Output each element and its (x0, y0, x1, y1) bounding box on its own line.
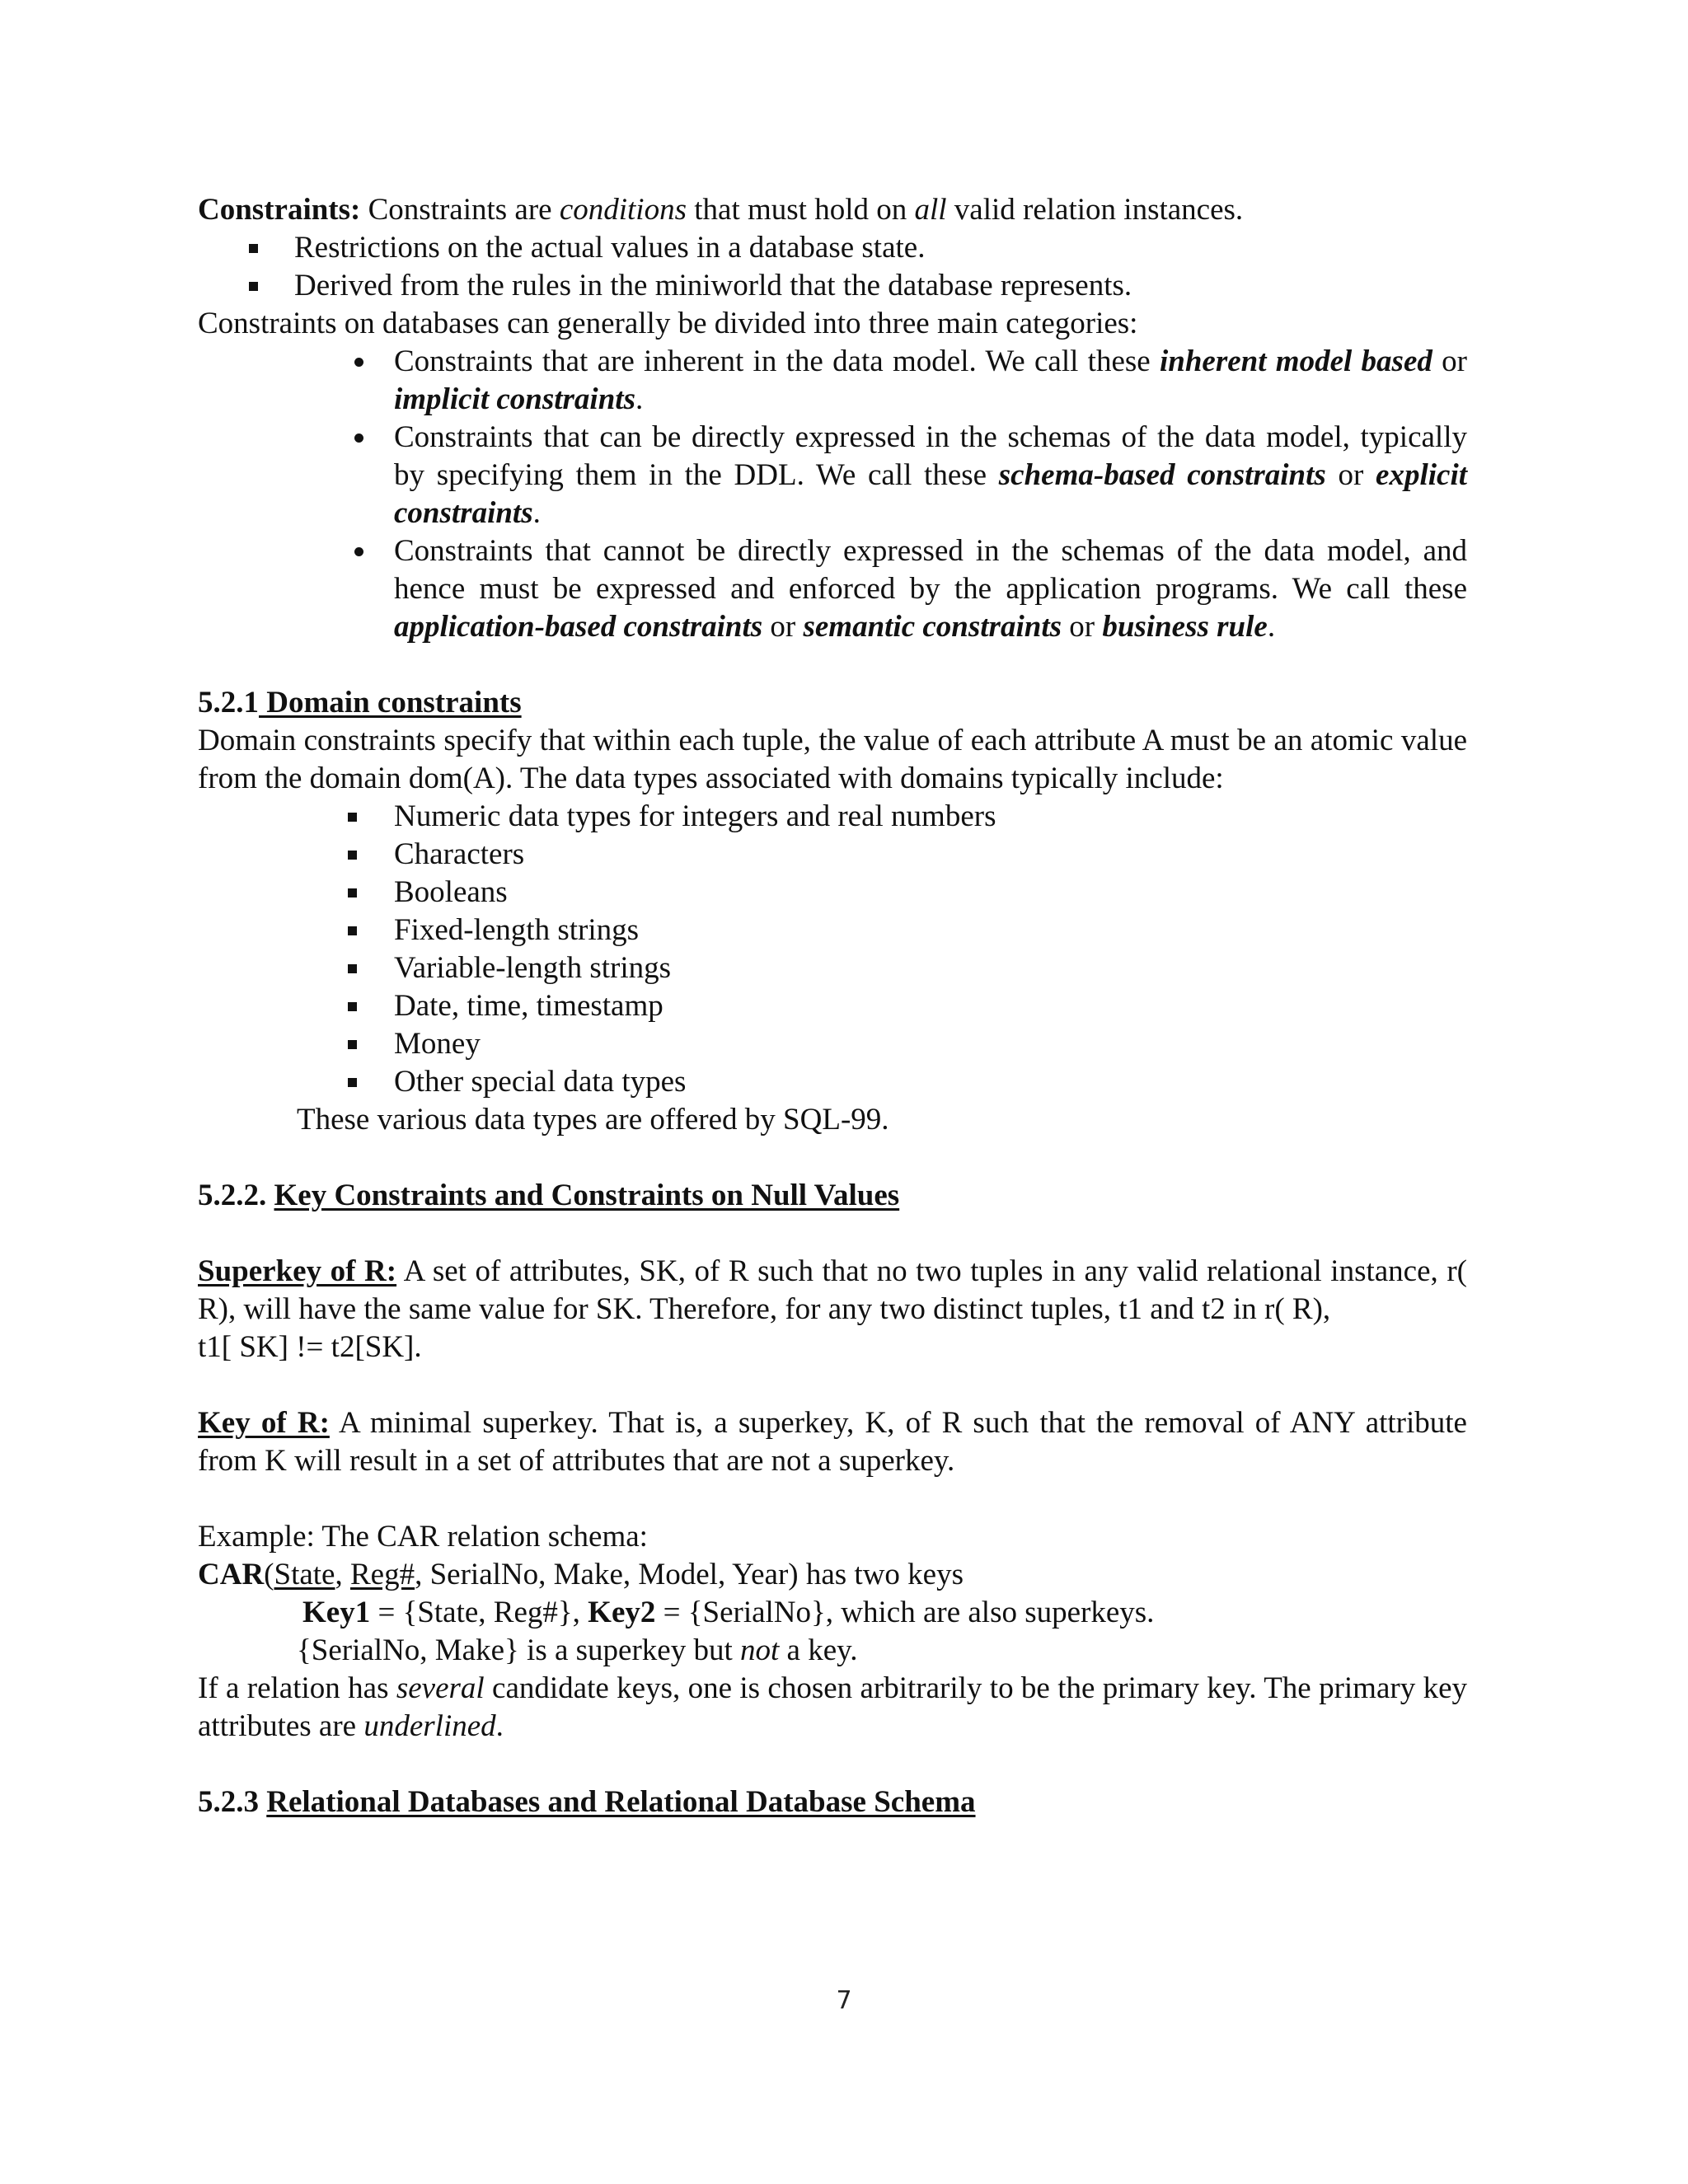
square-bullet-icon (348, 1002, 357, 1011)
list-item (198, 229, 1467, 267)
section-heading-5-2-1 (198, 684, 1467, 722)
section-number: 5.2.2. (198, 1179, 274, 1212)
text-span: Constraints that cannot be directly expressed in the schemas of the data model, and hence must be expressed and enforced by the application programs. We call these (394, 534, 1467, 606)
square-bullet-icon (348, 1078, 357, 1087)
round-bullet-icon (354, 547, 363, 556)
spacer (198, 1366, 1467, 1404)
text-span: , SerialNo, Make, Model, Year) has two keys (415, 1558, 964, 1591)
list-item-text: Variable-length strings (394, 951, 671, 985)
text-span: If a relation has (198, 1671, 396, 1705)
round-bullet-icon (354, 434, 363, 443)
square-bullet-icon (348, 851, 357, 860)
key-term: inherent model based (1159, 344, 1432, 378)
keys-line (198, 1594, 1467, 1632)
list-item (198, 949, 1467, 987)
spacer (198, 1746, 1467, 1783)
section-heading-5-2-2 (198, 1177, 1467, 1215)
text-span: A minimal superkey. That is, a superkey, K, of R such that the removal of ANY attribute from K will result in a set of attributes that are not a superkey. (198, 1406, 1467, 1478)
serialno-make-line (198, 1632, 1467, 1670)
text-span: a key. (779, 1633, 858, 1667)
text-span: or (1062, 610, 1103, 644)
category-item (198, 419, 1467, 532)
text-span: . (1267, 610, 1276, 644)
superkey-label: Superkey of R: (198, 1254, 397, 1288)
superkey-formula: t1[ SK] != t2[SK]. (198, 1330, 422, 1364)
several-emphasis: several (396, 1671, 485, 1705)
text-span: A set of attributes, SK, of R such that no two tuples in any valid relational instance, r( R), will have the same value for SK. Therefore, for any two distinct tuples, t1 and t2 in r( R), (198, 1254, 1467, 1326)
text-span: ( (264, 1558, 274, 1591)
section-number: 5.2.3 (198, 1785, 267, 1819)
constraints-intro (198, 191, 1467, 229)
spacer (198, 1139, 1467, 1177)
section-title: Key Constraints and Constraints on Null Values (274, 1179, 900, 1212)
section-title: Relational Databases and Relational Database Schema (266, 1785, 976, 1819)
key-label: Key of R: (198, 1406, 330, 1440)
section-title: Domain constraints (259, 686, 522, 719)
list-item-text: Money (394, 1027, 481, 1061)
list-item (198, 798, 1467, 836)
text-span: candidate keys, one is chosen arbitrarily to be the primary key. The primary key attributes are (198, 1671, 1467, 1743)
list-item-text: Other special data types (394, 1065, 687, 1099)
relation-name: CAR (198, 1558, 265, 1591)
square-bullet-icon (348, 964, 357, 973)
square-bullet-icon (348, 926, 357, 935)
list-item-text: Restrictions on the actual values in a database state. (294, 231, 926, 265)
all-emphasis: all (914, 193, 947, 227)
list-item-text: Derived from the rules in the miniworld that the database represents. (294, 269, 1132, 302)
category-item (198, 532, 1467, 646)
domain-constraints-body: Domain constraints specify that within each tuple, the value of each attribute A must be an atomic value from the domain dom(A). The data types associated with domains typically include: (198, 724, 1467, 795)
key-term: semantic constraints (803, 610, 1062, 644)
text-span: . (495, 1709, 504, 1743)
page-number: 7 (836, 1986, 852, 2015)
list-item (198, 836, 1467, 874)
spacer (198, 646, 1467, 684)
square-bullet-icon (348, 888, 357, 898)
text-span: that must hold on (687, 193, 915, 227)
text-span: , (335, 1558, 350, 1591)
text-span: or (1432, 344, 1467, 378)
underlined-emphasis: underlined (363, 1709, 496, 1743)
key-attribute: State (274, 1558, 335, 1591)
square-bullet-icon (348, 1040, 357, 1049)
conditions-emphasis: conditions (559, 193, 687, 227)
text-span: Constraints are (360, 193, 560, 227)
square-bullet-icon (348, 813, 357, 822)
list-item (198, 987, 1467, 1025)
text-span: {SerialNo, Make} is a superkey but (297, 1633, 740, 1667)
list-item (198, 1025, 1467, 1063)
example-intro: Example: The CAR relation schema: (198, 1520, 648, 1554)
list-item-text: Characters (394, 837, 525, 871)
list-item (198, 912, 1467, 949)
key-attribute: Reg# (349, 1558, 415, 1591)
round-bullet-icon (354, 358, 363, 367)
category-item (198, 343, 1467, 419)
superkey-definition (198, 1253, 1467, 1329)
list-item (198, 267, 1467, 305)
list-item-text: Date, time, timestamp (394, 989, 663, 1023)
square-bullet-icon (249, 244, 258, 253)
key2-label: Key2 (588, 1596, 656, 1629)
text-span: . (635, 382, 644, 416)
section-number: 5.2.1 (198, 686, 259, 719)
spacer (198, 1480, 1467, 1518)
spacer (198, 1215, 1467, 1253)
key-term: business rule (1102, 610, 1268, 644)
text-span: = {SerialNo}, which are also superkeys. (655, 1596, 1155, 1629)
text-span: or (1325, 458, 1376, 492)
key-term: application-based constraints (394, 610, 763, 644)
categories-intro: Constraints on databases can generally be divided into three main categories: (198, 307, 1138, 340)
key-term: explicit constraints (394, 458, 1468, 530)
list-item-text: Fixed-length strings (394, 913, 640, 947)
text-span: valid relation instances. (946, 193, 1244, 227)
text-span: . (532, 496, 541, 530)
square-bullet-icon (249, 282, 258, 291)
section-heading-5-2-3 (198, 1783, 1467, 1821)
key-term: schema-based constraints (998, 458, 1326, 492)
key-term: implicit constraints (394, 382, 635, 416)
text-span: = {State, Reg#}, (370, 1596, 588, 1629)
not-emphasis: not (739, 1633, 780, 1667)
document-page (198, 191, 1467, 1821)
list-item (198, 874, 1467, 912)
list-item-text: Booleans (394, 875, 508, 909)
text-span: Constraints that can be directly expressed in the schemas of the data model, typically by specifying them in the DDL. We call these (394, 420, 1467, 492)
constraints-label: Constraints: (198, 193, 361, 227)
text-span: Constraints that are inherent in the data model. We call these (394, 344, 1160, 378)
sql99-note: These various data types are offered by SQL-99. (297, 1103, 889, 1137)
key1-label: Key1 (302, 1596, 371, 1629)
primary-key-paragraph (198, 1670, 1467, 1746)
car-schema (198, 1556, 1467, 1594)
key-definition (198, 1404, 1467, 1480)
text-span: or (762, 610, 804, 644)
list-item (198, 1063, 1467, 1101)
list-item-text: Numeric data types for integers and real numbers (394, 799, 996, 833)
